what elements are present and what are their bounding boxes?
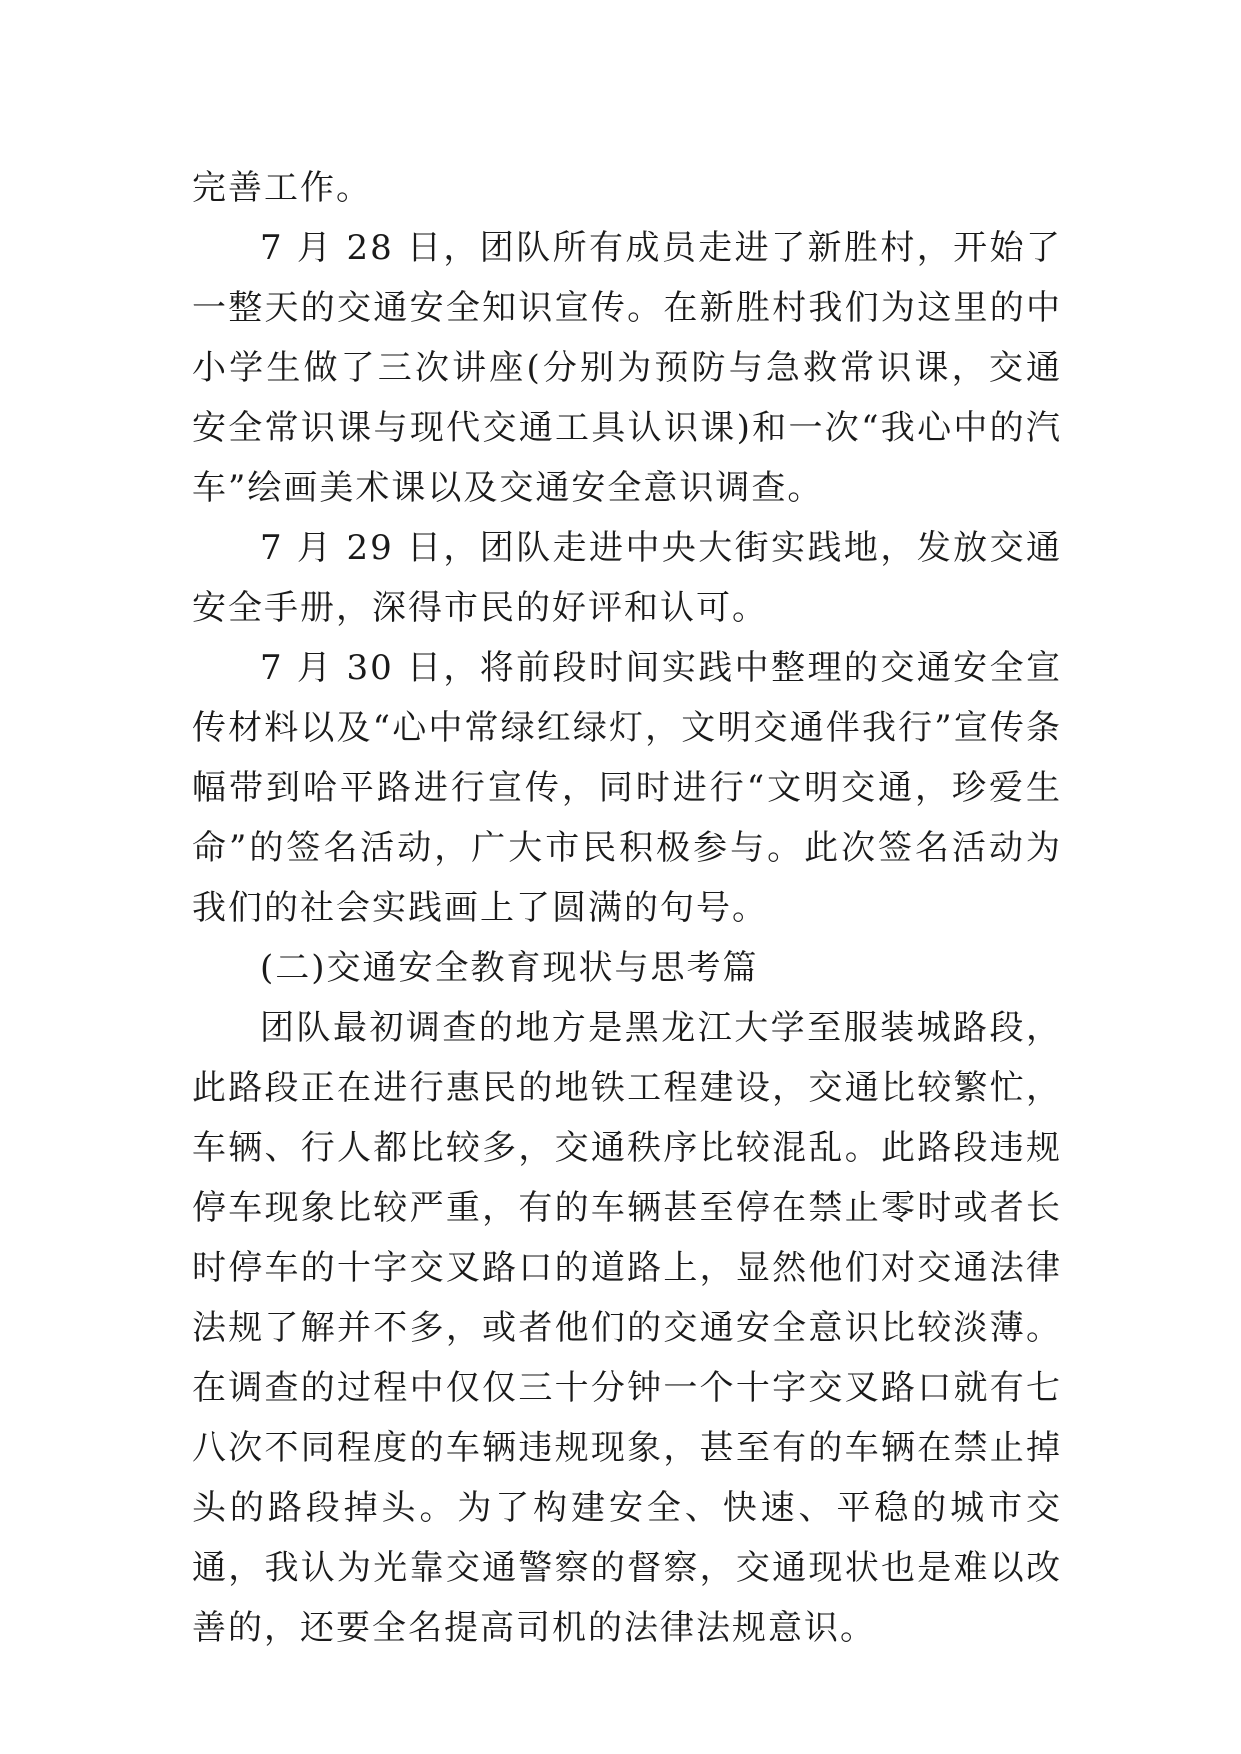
paragraph-july-30: 7 月 30 日，将前段时间实践中整理的交通安全宣传材料以及“心中常绿红绿灯，文明交通伴我行”宣传条幅带到哈平路进行宣传，同时进行“文明交通，珍爱生命”的签名活动，广大市民积极参与。此次签名活动为我们的社会实践画上了圆满的句号。	[192, 648, 1062, 928]
paragraph-continuation: 完善工作。	[192, 168, 372, 208]
paragraph-july-29: 7 月 29 日，团队走进中央大街实践地，发放交通安全手册，深得市民的好评和认可。	[192, 528, 1062, 628]
document-body	[192, 158, 1062, 1658]
paragraph-survey: 团队最初调查的地方是黑龙江大学至服装城路段，此路段正在进行惠民的地铁工程建设，交通比较繁忙，车辆、行人都比较多，交通秩序比较混乱。此路段违规停车现象比较严重，有的车辆甚至停在禁止零时或者长时停车的十字交叉路口的道路上，显然他们对交通法律法规了解并不多，或者他们的交通安全意识比较淡薄。在调查的过程中仅仅三十分钟一个十字交叉路口就有七八次不同程度的车辆违规现象，甚至有的车辆在禁止掉头的路段掉头。为了构建安全、快速、平稳的城市交通，我认为光靠交通警察的督察，交通现状也是难以改善的，还要全名提高司机的法律法规意识。	[192, 1008, 1062, 1648]
paragraph-july-28: 7 月 28 日，团队所有成员走进了新胜村，开始了一整天的交通安全知识宣传。在新胜村我们为这里的中小学生做了三次讲座(分别为预防与急救常识课，交通安全常识课与现代交通工具认识课)和一次“我心中的汽车”绘画美术课以及交通安全意识调查。	[192, 228, 1062, 508]
section-heading: (二)交通安全教育现状与思考篇	[260, 948, 759, 988]
